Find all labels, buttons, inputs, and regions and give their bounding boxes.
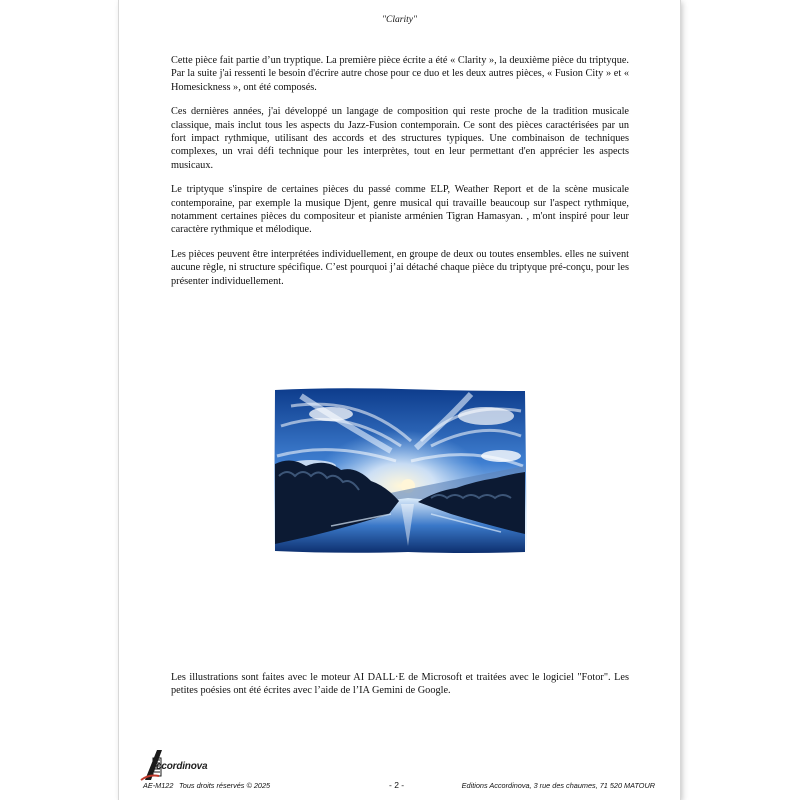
- paragraph-4: Les pièces peuvent être interprétées individuellement, en groupe de deux ou toutes ensembles. elles ne suivent aucune règle, ni structure spécifique. C’est pourquoi j’ai détaché chaque pièce du triptyque pré-conçu, pour les présenter individuellement.: [171, 248, 629, 287]
- paragraph-1: Cette pièce fait partie d’un tryptique. La première pièce écrite a été « Clarity », la deuxième pièce du triptyque. Par la suite j'ai ressenti le besoin d'écrire autre chose pour ce duo et les deux autres pièces, « Fusion City » et « Homesickness », ont été composés.: [171, 55, 629, 93]
- paragraph-3: Le triptyque s'inspire de certaines pièces du passé comme ELP, Weather Report et de la scène musicale contemporaine, par exemple la musique Djent, genre musical qui travaille beaucoup sur l'aspect rythmique, notamment certaines pièces du compositeur et pianiste arménien Tigran Hamasyan. , m'ont inspiré pour leur caractère rythmique et mélodique.: [171, 184, 629, 236]
- logo-text: ccordinova: [156, 761, 208, 772]
- body-text: [171, 54, 629, 299]
- footer-rights: Tous droits réservés © 2025: [179, 781, 271, 790]
- landscape-river-sunset-illustration: [271, 386, 529, 556]
- landscape-illustration: [271, 386, 529, 556]
- footer-publisher: Editions Accordinova, 3 rue des chaumes, 71 520 MATOUR: [461, 781, 655, 790]
- page-header-title: "Clarity": [382, 15, 417, 25]
- paragraph-2: Ces dernières années, j'ai développé un langage de composition qui reste proche de la tradition musicale classique, mais inclut tous les aspects du Jazz-Fusion contemporain. Ce sont des pièces caractérisées par un fort impact rythmique, utilisant des accords et des structures typiques. Une combinaison de techniques complexes, un vrai défi technique pour les interprètes, tout en leur permettant d'en apprécier les aspects musicaux.: [171, 106, 629, 171]
- illustration-credits: Les illustrations sont faites avec le moteur AI DALL·E de Microsoft et traitées avec le logiciel "Fotor". Les petites poésies ont été écrites avec l’aide de l’IA Gemini de Google.: [171, 672, 629, 697]
- page-number: - 2 -: [389, 780, 405, 790]
- document-page: [119, 0, 680, 800]
- footer-reference: AE-M122: [143, 781, 174, 790]
